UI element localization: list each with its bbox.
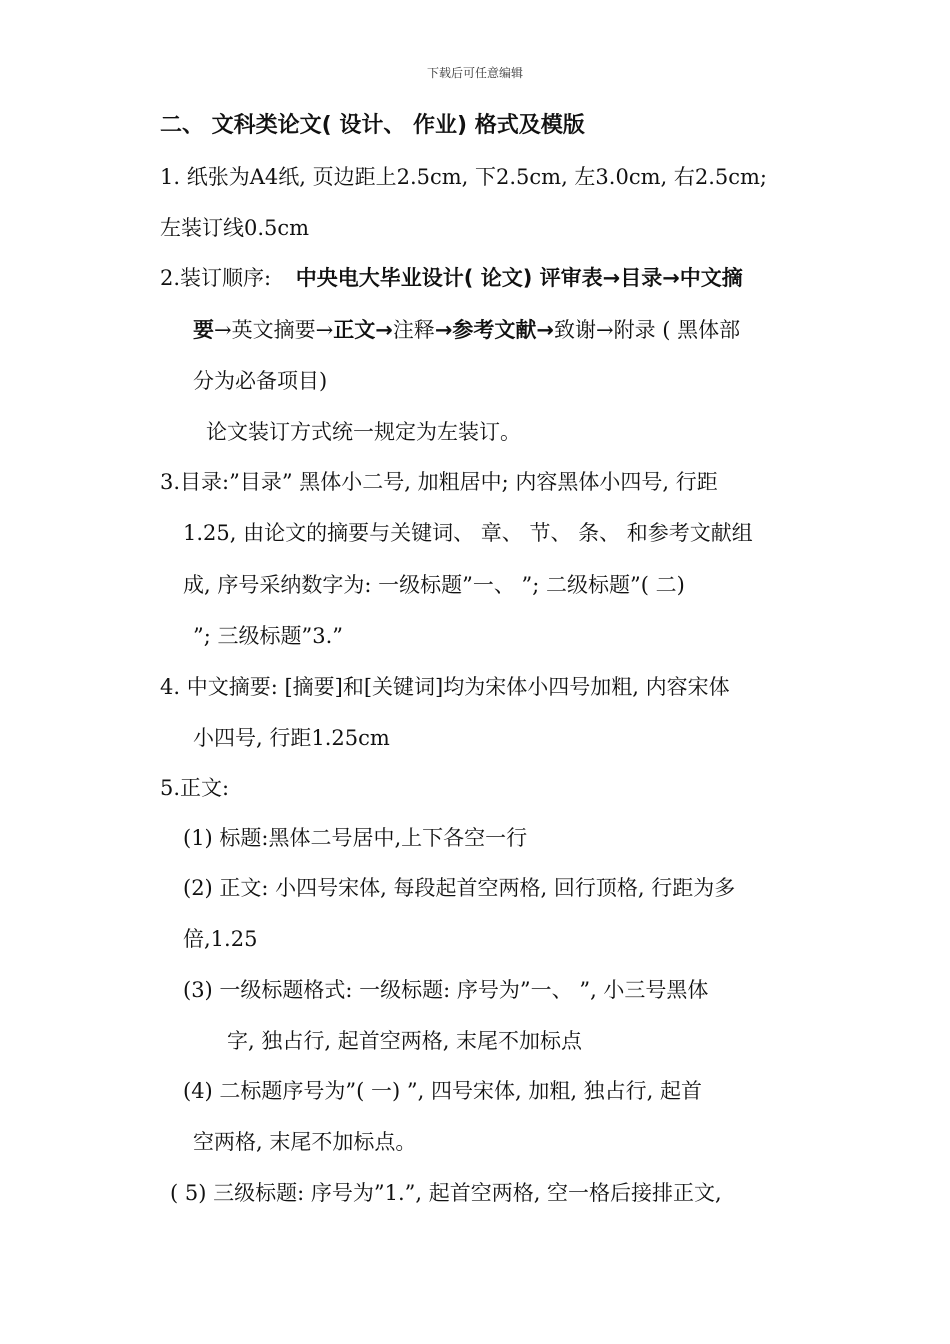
item2-bold-body: 正文→ — [333, 318, 393, 342]
item2-text-english-abstract: →英文摘要→ — [214, 318, 334, 342]
item2-binding-note: 论文装订方式统一规定为左装订。 — [206, 420, 521, 444]
item3-line1: 3.目录:”目录” 黑体小二号, 加粗居中; 内容黑体小四号, 行距 — [160, 470, 718, 494]
page-header: 下载后可任意编辑 — [426, 66, 523, 80]
item3-line4: ”; 三级标题”3.” — [193, 624, 343, 648]
item2-text-notes: 注释 — [392, 318, 435, 342]
item2-line1 — [160, 263, 743, 293]
section-title: 二、 文科类论文( 设计、 作业) 格式及模版 — [160, 113, 585, 138]
item3-line3: 成, 序号采纳数字为: 一级标题”一、 ”; 二级标题”( 二) — [183, 573, 685, 597]
item2-bold-yao: 要 — [193, 318, 214, 342]
item1-line1: 1. 纸张为A4纸, 页边距上2.5cm, 下2.5cm, 左3.0cm, 右2.5cm; — [160, 165, 767, 189]
item4-line1: 4. 中文摘要: [摘要]和[关键词]均为宋体小四号加粗, 内容宋体 — [160, 675, 730, 699]
item5-sub5: ( 5) 三级标题: 序号为”1.”, 起首空两格, 空一格后接排正文, — [170, 1181, 722, 1205]
item2-prefix: 2.装订顺序: — [160, 266, 278, 290]
item4-line2: 小四号, 行距1.25cm — [193, 726, 390, 750]
item2-line3: 分为必备项目) — [193, 369, 328, 393]
item5-sub3-line1: (3) 一级标题格式: 一级标题: 序号为”一、 ”, 小三号黑体 — [183, 978, 709, 1002]
item5-sub3-line2: 字, 独占行, 起首空两格, 末尾不加标点 — [227, 1029, 583, 1053]
item5-sub2-line2: 倍,1.25 — [183, 927, 258, 951]
item2-text-appendix: 致谢→附录 ( 黑体部 — [554, 318, 741, 342]
item2-bold-references: →参考文献→ — [434, 318, 555, 342]
item3-line2: 1.25, 由论文的摘要与关键词、 章、 节、 条、 和参考文献组 — [183, 521, 753, 545]
item5-heading: 5.正文: — [160, 776, 230, 800]
item5-sub1: (1) 标题:黑体二号居中,上下各空一行 — [183, 826, 528, 850]
item1-line2: 左装订线0.5cm — [160, 216, 310, 240]
item5-sub4-line2: 空两格, 末尾不加标点。 — [193, 1130, 417, 1154]
item2-line2 — [193, 315, 740, 345]
item2-bold-sequence: 中央电大毕业设计( 论文) 评审表→目录→中文摘 — [295, 266, 743, 290]
item5-sub2-line1: (2) 正文: 小四号宋体, 每段起首空两格, 回行顶格, 行距为多 — [183, 876, 736, 900]
item5-sub4-line1: (4) 二标题序号为”( 一) ”, 四号宋体, 加粗, 独占行, 起首 — [183, 1079, 703, 1103]
